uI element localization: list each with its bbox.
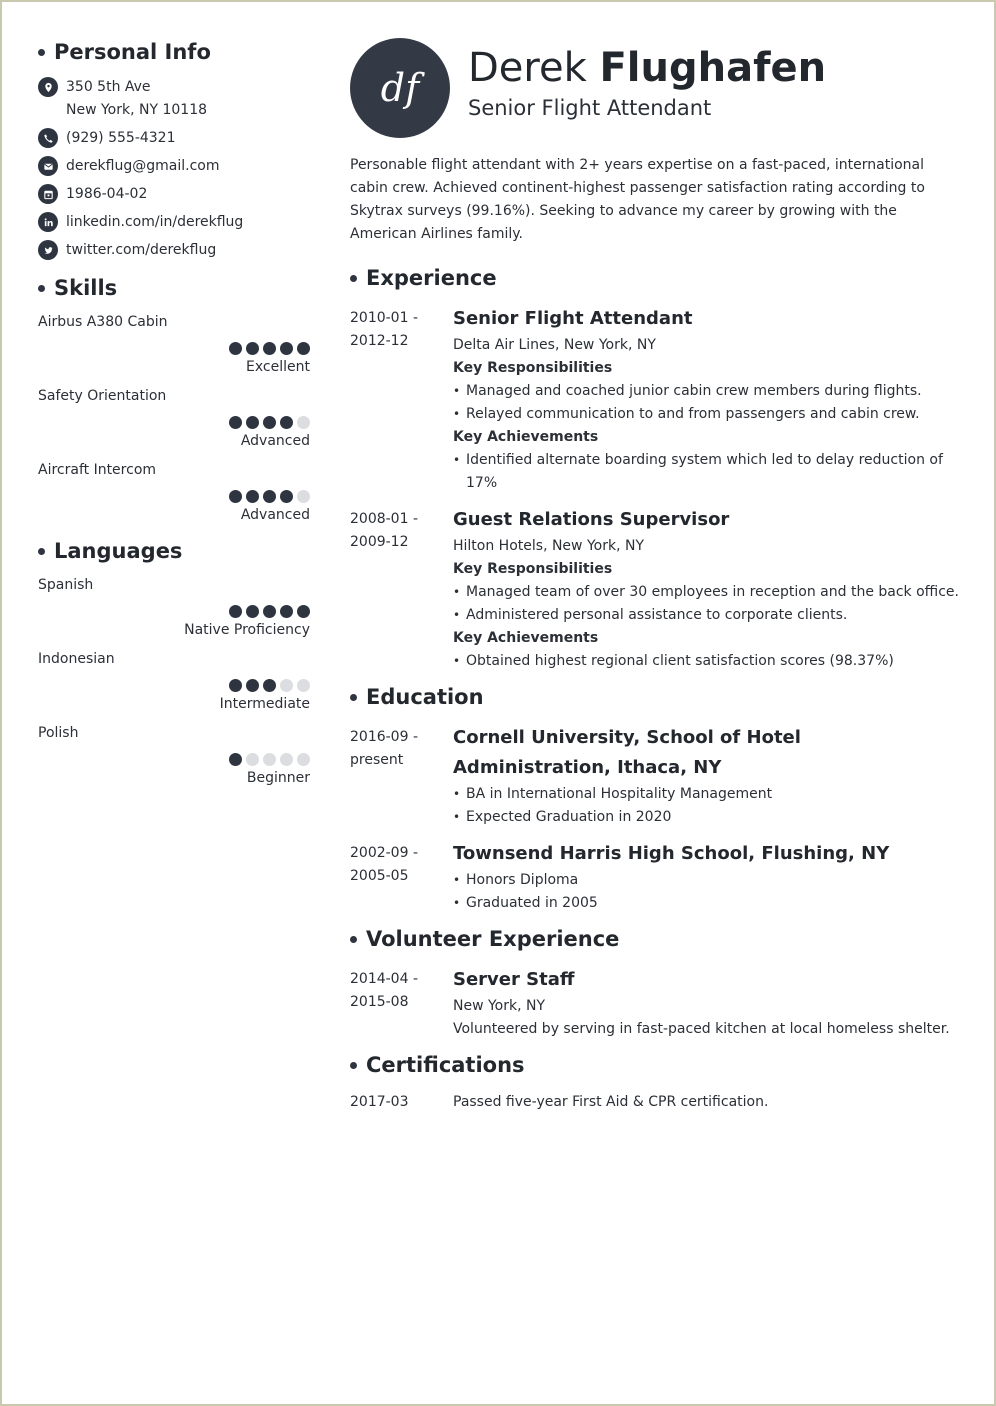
job-title: Senior Flight Attendant: [468, 96, 712, 120]
responsibility-item: • Administered personal assistance to corporate clients.: [453, 604, 960, 627]
heading-text: Experience: [366, 266, 497, 290]
language-item: [38, 649, 310, 714]
skills-list: [38, 312, 310, 525]
twitter-text: twitter.com/derekflug: [66, 242, 217, 258]
heading-text: Volunteer Experience: [366, 927, 620, 951]
responsibility-item: • Relayed communication to and from passengers and cabin crew.: [453, 403, 960, 426]
rating-dot-filled: [280, 605, 293, 618]
skill-item: [38, 386, 310, 451]
heading-text: Certifications: [366, 1053, 525, 1077]
responsibilities-label: Key Responsibilities: [453, 561, 613, 577]
rating-dot-filled: [263, 416, 276, 429]
skill-name: Aircraft Intercom: [38, 462, 157, 478]
rating-dot-filled: [297, 605, 310, 618]
rating-dot-filled: [229, 605, 242, 618]
avatar: df: [350, 38, 450, 138]
rating-dot-filled: [229, 416, 242, 429]
heading-text: Education: [366, 685, 484, 709]
birthdate-text: 1986-04-02: [66, 186, 148, 202]
rating-dot-filled: [263, 679, 276, 692]
experience-heading: [350, 266, 960, 290]
linkedin-icon: [38, 212, 58, 232]
rating-dot-filled: [229, 490, 242, 503]
language-name: Indonesian: [38, 651, 115, 667]
location-icon: [38, 77, 58, 97]
rating-dot-filled: [229, 679, 242, 692]
language-name: Spanish: [38, 577, 94, 593]
bullet-dot: [38, 285, 45, 292]
responsibilities-label: Key Responsibilities: [453, 360, 613, 376]
languages-heading: [38, 539, 310, 563]
bullet-dot: [350, 275, 357, 282]
contact-list: [38, 76, 310, 262]
last-name: Flughafen: [599, 45, 827, 91]
bullet-dot: [350, 694, 357, 701]
rating-dot-filled: [280, 342, 293, 355]
skill-level: Advanced: [240, 433, 310, 449]
entry-body: [453, 304, 960, 495]
language-item: [38, 575, 310, 640]
skill-level: Excellent: [246, 359, 310, 375]
education-detail: • Expected Graduation in 2020: [453, 806, 960, 829]
entry-title: Townsend Harris High School, Flushing, NY: [453, 843, 890, 864]
entry-body: [453, 723, 960, 829]
education-detail: • Honors Diploma: [453, 869, 960, 892]
entry-title: Server Staff: [453, 969, 575, 990]
rating-dot-filled: [280, 416, 293, 429]
rating-dots: [38, 416, 310, 429]
experience-entry: [350, 304, 960, 495]
entry-date: 2010-01 - 2012-12: [350, 310, 418, 349]
contact-twitter[interactable]: [38, 239, 310, 262]
entry-date: 2002-09 - 2005-05: [350, 845, 418, 884]
calendar-icon: [38, 184, 58, 204]
heading-text: Languages: [54, 539, 183, 563]
entry-body: [453, 505, 960, 673]
skill-item: [38, 312, 310, 377]
phone-text: (929) 555-4321: [66, 130, 176, 146]
rating-dots: [38, 490, 310, 503]
rating-dot-filled: [263, 342, 276, 355]
certifications-list: [350, 1091, 960, 1114]
certification-text: Passed five-year First Aid & CPR certification.: [453, 1094, 769, 1110]
volunteer-list: [350, 965, 960, 1041]
language-level: Native Proficiency: [184, 622, 310, 638]
entry-description: Volunteered by serving in fast-paced kitchen at local homeless shelter.: [453, 1021, 950, 1037]
bullet-dot: [350, 1062, 357, 1069]
education-entry: [350, 839, 960, 915]
education-entry: [350, 723, 960, 829]
entry-body: [453, 839, 960, 915]
bullet-dot: [38, 49, 45, 56]
entry-organization: Delta Air Lines, New York, NY: [453, 337, 656, 353]
first-name: Derek: [468, 45, 587, 91]
email-icon: [38, 156, 58, 176]
entry-organization: Hilton Hotels, New York, NY: [453, 538, 644, 554]
full-name: [468, 44, 826, 92]
rating-dot-filled: [246, 605, 259, 618]
rating-dot-empty: [280, 679, 293, 692]
rating-dots: [38, 753, 310, 766]
rating-dots: [38, 605, 310, 618]
skill-level: Advanced: [240, 507, 310, 523]
rating-dots: [38, 342, 310, 355]
phone-icon: [38, 128, 58, 148]
personal-info-heading: [38, 40, 310, 64]
volunteer-heading: [350, 927, 960, 951]
certifications-section: [350, 1053, 960, 1114]
rating-dot-filled: [263, 490, 276, 503]
bullet-dot: [38, 548, 45, 555]
main-content: [350, 38, 960, 1114]
experience-list: [350, 304, 960, 673]
entry-body: [453, 965, 960, 1041]
entry-date: 2016-09 - present: [350, 729, 418, 768]
name-block: [468, 44, 826, 122]
achievements-label: Key Achievements: [453, 429, 599, 445]
entry-title: Cornell University, School of Hotel Administration, Ithaca, NY: [453, 727, 801, 778]
skill-name: Airbus A380 Cabin: [38, 314, 168, 330]
twitter-icon: [38, 240, 58, 260]
address-text: 350 5th Ave New York, NY 10118: [66, 79, 208, 118]
rating-dot-filled: [246, 490, 259, 503]
achievement-item: • Identified alternate boarding system which led to delay reduction of 17%: [453, 449, 960, 495]
education-section: [350, 685, 960, 915]
entry-date: 2017-03: [350, 1094, 409, 1110]
certifications-heading: [350, 1053, 960, 1077]
rating-dot-filled: [229, 342, 242, 355]
rating-dot-filled: [246, 679, 259, 692]
contact-phone[interactable]: [38, 127, 310, 150]
volunteer-section: [350, 927, 960, 1041]
language-item: [38, 723, 310, 788]
responsibility-item: • Managed and coached junior cabin crew members during flights.: [453, 380, 960, 403]
rating-dot-filled: [246, 416, 259, 429]
experience-section: [350, 266, 960, 673]
experience-entry: [350, 505, 960, 673]
rating-dot-filled: [297, 342, 310, 355]
rating-dots: [38, 679, 310, 692]
achievements-label: Key Achievements: [453, 630, 599, 646]
entry-date: 2014-04 - 2015-08: [350, 971, 418, 1010]
rating-dot-empty: [280, 753, 293, 766]
entry-location: New York, NY: [453, 998, 546, 1014]
volunteer-entry: [350, 965, 960, 1041]
email-text: derekflug@gmail.com: [66, 158, 220, 174]
linkedin-text: linkedin.com/in/derekflug: [66, 214, 244, 230]
entry-title: Guest Relations Supervisor: [453, 509, 730, 530]
skills-heading: [38, 276, 310, 300]
rating-dot-empty: [297, 753, 310, 766]
education-heading: [350, 685, 960, 709]
entry-title: Senior Flight Attendant: [453, 308, 693, 329]
rating-dot-empty: [297, 490, 310, 503]
contact-address: [38, 76, 310, 122]
certification-entry: [350, 1091, 960, 1114]
summary: Personable flight attendant with 2+ years expertise on a fast-paced, international cabin crew. Achieved continent-highest passenger satisfaction rating according to Skytrax surveys (99.16%). Seeking to advance my career by growing with the American Airlines family.: [350, 157, 925, 242]
resume-header: [350, 38, 960, 138]
languages-list: [38, 575, 310, 788]
language-level: Intermediate: [219, 696, 310, 712]
rating-dot-empty: [297, 416, 310, 429]
skill-name: Safety Orientation: [38, 388, 167, 404]
education-list: [350, 723, 960, 915]
education-detail: • Graduated in 2005: [453, 892, 960, 915]
rating-dot-empty: [263, 753, 276, 766]
rating-dot-filled: [246, 342, 259, 355]
sidebar: [38, 40, 310, 797]
bullet-dot: [350, 936, 357, 943]
contact-email[interactable]: [38, 155, 310, 178]
language-name: Polish: [38, 725, 79, 741]
heading-text: Personal Info: [54, 40, 211, 64]
rating-dot-filled: [280, 490, 293, 503]
rating-dot-empty: [297, 679, 310, 692]
heading-text: Skills: [54, 276, 118, 300]
achievement-item: • Obtained highest regional client satisfaction scores (98.37%): [453, 650, 960, 673]
contact-birthdate: [38, 183, 310, 206]
rating-dot-filled: [229, 753, 242, 766]
entry-date: 2008-01 - 2009-12: [350, 511, 418, 550]
rating-dot-empty: [246, 753, 259, 766]
responsibility-item: • Managed team of over 30 employees in reception and the back office.: [453, 581, 960, 604]
skill-item: [38, 460, 310, 525]
contact-linkedin[interactable]: [38, 211, 310, 234]
rating-dot-filled: [263, 605, 276, 618]
language-level: Beginner: [246, 770, 310, 786]
education-detail: • BA in International Hospitality Management: [453, 783, 960, 806]
